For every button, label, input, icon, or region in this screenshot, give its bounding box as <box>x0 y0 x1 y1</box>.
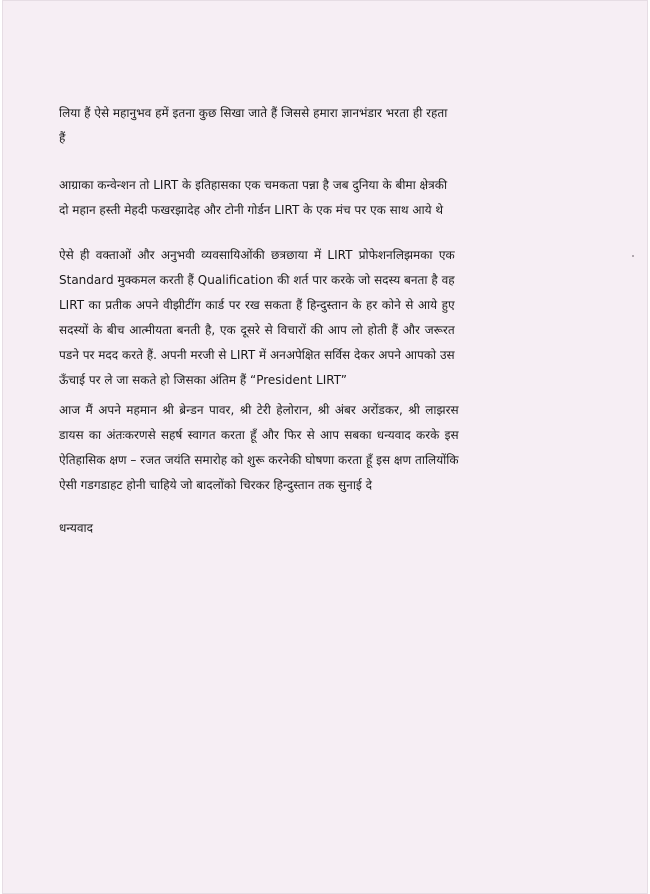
document-page <box>2 0 648 894</box>
paragraph-line: ऐतिहासिक क्षण – रजत जयंति समारोह को शुरू करनेकी घोषणा करता हूँ इस क्षण तालियोंकि <box>59 453 459 467</box>
paragraph-line: ऐसी गडगडाहट होनी चाहिये जो बादलोंको चिरकर हिन्दुस्तान तक सुनाई दे <box>59 478 373 492</box>
paragraph-line: हैं <box>59 131 66 145</box>
paragraph-1 <box>59 101 447 151</box>
paragraph-line: आग्राका कन्वेन्शन तो LIRT के इतिहासका एक चमकता पन्ना है जब दुनिया के बीमा क्षेत्रकी <box>59 178 448 192</box>
paragraph-line: पडने पर मदद करते हैं. अपनी मरजी से LIRT में अनअपेक्षित सर्विस देकर अपने आपको उस <box>59 348 455 362</box>
paragraph-line: ऐसे ही वक्ताओं और अनुभवी व्यवसायिओंकी छत्रछाया में LIRT प्रोफेशनलिझमका एक <box>59 248 455 262</box>
paragraph-4 <box>59 398 459 498</box>
paragraph-2 <box>59 173 447 223</box>
paragraph-line: Standard मुक्कमल करती हैं Qualification की शर्त पार करके जो सदस्य बनता है वह <box>59 273 455 287</box>
paragraph-3 <box>59 243 455 393</box>
closing-thanks <box>59 516 93 541</box>
paragraph-line: LIRT का प्रतीक अपने वीझीटींग कार्ड पर रख सकता हैं हिन्दुस्तान के हर कोने से आये हुए <box>59 298 455 312</box>
paragraph-line: आज मैं अपने महमान श्री ब्रेन्डन पावर, श्री टेरी हेलोरान, श्री अंबर अरोंडकर, श्री लाझरस <box>59 403 459 417</box>
paragraph-line: सदस्यों के बीच आत्मीयता बनती है, एक दूसरे से विचारों की आप लो होती हैं और जरूरत <box>59 323 455 337</box>
closing-line: धन्यवाद <box>59 521 94 535</box>
scan-speck <box>632 255 634 257</box>
paragraph-line: लिया हैं ऐसे महानुभव हमें इतना कुछ सिखा जाते हैं जिससे हमारा ज्ञानभंडार भरता ही रहता <box>59 106 448 120</box>
paragraph-line: डायस का अंतःकरणसे सहर्ष स्वागत करता हूँ और फिर से आप सबका धन्यवाद करके इस <box>59 428 459 442</box>
paragraph-line: दो महान हस्ती मेहदी फखरझादेह और टोनी गोर्डन LIRT के एक मंच पर एक साथ आये थे <box>59 203 444 217</box>
paragraph-line: ऊँचाई पर ले जा सकते हो जिसका अंतिम हैं “President LIRT” <box>59 373 347 387</box>
